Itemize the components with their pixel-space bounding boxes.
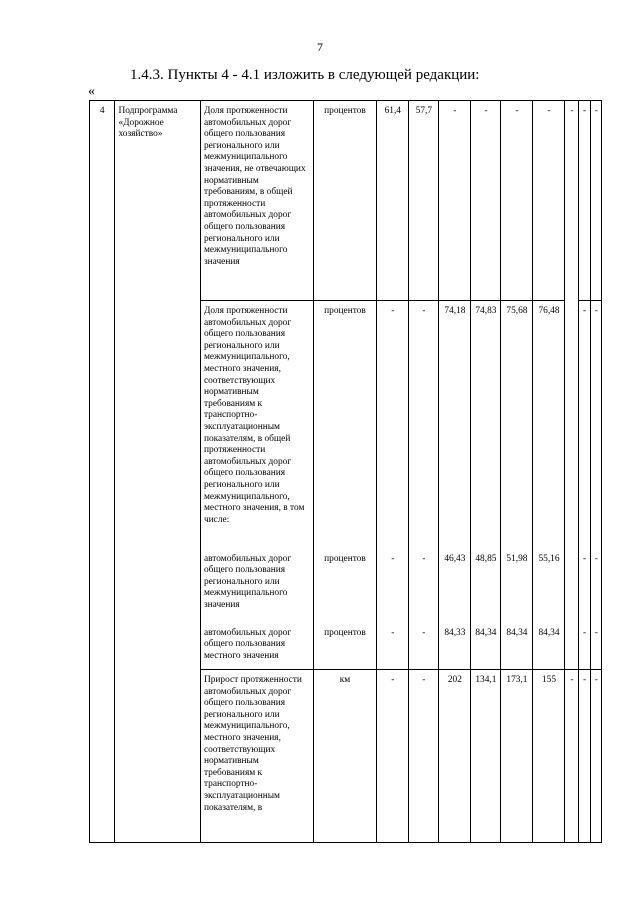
value-cell: 76,48 — [532, 301, 565, 549]
value-cell: - — [532, 101, 565, 301]
indicator-text: Доля протяженности автомобильных дорог общего пользования регионального или межмуниципального, местного значения, соответствующих нормативным требованиям к транспортно-эксплуатационным показателям, в общей протяженности автомобильных дорог общего пользования регионального или межмуниципального, местного значения, в том числе: — [200, 301, 313, 549]
value-cell: 74,83 — [470, 301, 501, 549]
section-heading: 1.4.3. Пункты 4 - 4.1 изложить в следующей редакции: — [130, 67, 480, 83]
value-cell: - — [590, 623, 601, 670]
value-cell: - — [501, 101, 533, 301]
value-cell: 48,85 — [470, 549, 501, 623]
value-cell: 155 — [532, 670, 565, 843]
unit-cell: км — [313, 670, 376, 843]
unit-cell: процентов — [313, 549, 376, 623]
value-cell: - — [578, 301, 590, 549]
value-cell: - — [590, 670, 601, 843]
value-cell: - — [578, 670, 590, 843]
unit-cell: процентов — [313, 301, 376, 549]
value-cell: 51,98 — [501, 549, 533, 623]
value-cell: - — [578, 101, 590, 301]
value-cell: - — [578, 623, 590, 670]
value-cell: - — [408, 623, 439, 670]
value-cell: - — [590, 101, 601, 301]
value-cell: - — [408, 549, 439, 623]
value-cell: 84,34 — [532, 623, 565, 670]
table-row — [90, 101, 602, 301]
value-cell: 84,33 — [439, 623, 471, 670]
indicator-text: Доля протяженности автомобильных дорог общего пользования регионального или межмуниципального значения, не отвечающих нормативным требованиям, в общей протяженности автомобильных дорог общего пользования регионального или межмуниципального значения — [200, 101, 313, 301]
value-cell: - — [565, 670, 578, 843]
value-cell: 57,7 — [408, 101, 439, 301]
value-cell: - — [408, 301, 439, 549]
opening-quote: « — [88, 84, 95, 99]
value-cell: 173,1 — [501, 670, 533, 843]
value-cell: - — [578, 549, 590, 623]
value-cell: 74,18 — [439, 301, 471, 549]
value-cell: - — [377, 670, 409, 843]
value-cell: - — [470, 101, 501, 301]
value-cell: - — [590, 301, 601, 549]
value-cell: 202 — [439, 670, 471, 843]
page-number: 7 — [317, 40, 323, 54]
value-cell: - — [408, 670, 439, 843]
value-cell: - — [565, 101, 578, 670]
value-cell: - — [377, 301, 409, 549]
value-cell: 61,4 — [377, 101, 409, 301]
unit-cell: процентов — [313, 101, 376, 301]
value-cell: 84,34 — [501, 623, 533, 670]
value-cell: - — [439, 101, 471, 301]
row-number: 4 — [90, 101, 115, 843]
indicator-text: автомобильных дорог общего пользования местного значения — [200, 623, 313, 670]
value-cell: 84,34 — [470, 623, 501, 670]
unit-cell: процентов — [313, 623, 376, 670]
indicator-text: Прирост протяженности автомобильных дорог общего пользования регионального или межмуниципального, местного значения, соответствующих нормативным требованиям к транспортно-эксплуатационным показателям, в — [200, 670, 313, 843]
value-cell: 46,43 — [439, 549, 471, 623]
value-cell: 55,16 — [532, 549, 565, 623]
program-name: Подпрограмма «Дорожное хозяйство» — [115, 101, 201, 843]
value-cell: 75,68 — [501, 301, 533, 549]
value-cell: 134,1 — [470, 670, 501, 843]
value-cell: - — [377, 549, 409, 623]
value-cell: - — [590, 549, 601, 623]
indicators-table — [89, 100, 602, 843]
indicator-text: автомобильных дорог общего пользования регионального или межмуниципального значения — [200, 549, 313, 623]
value-cell: - — [377, 623, 409, 670]
